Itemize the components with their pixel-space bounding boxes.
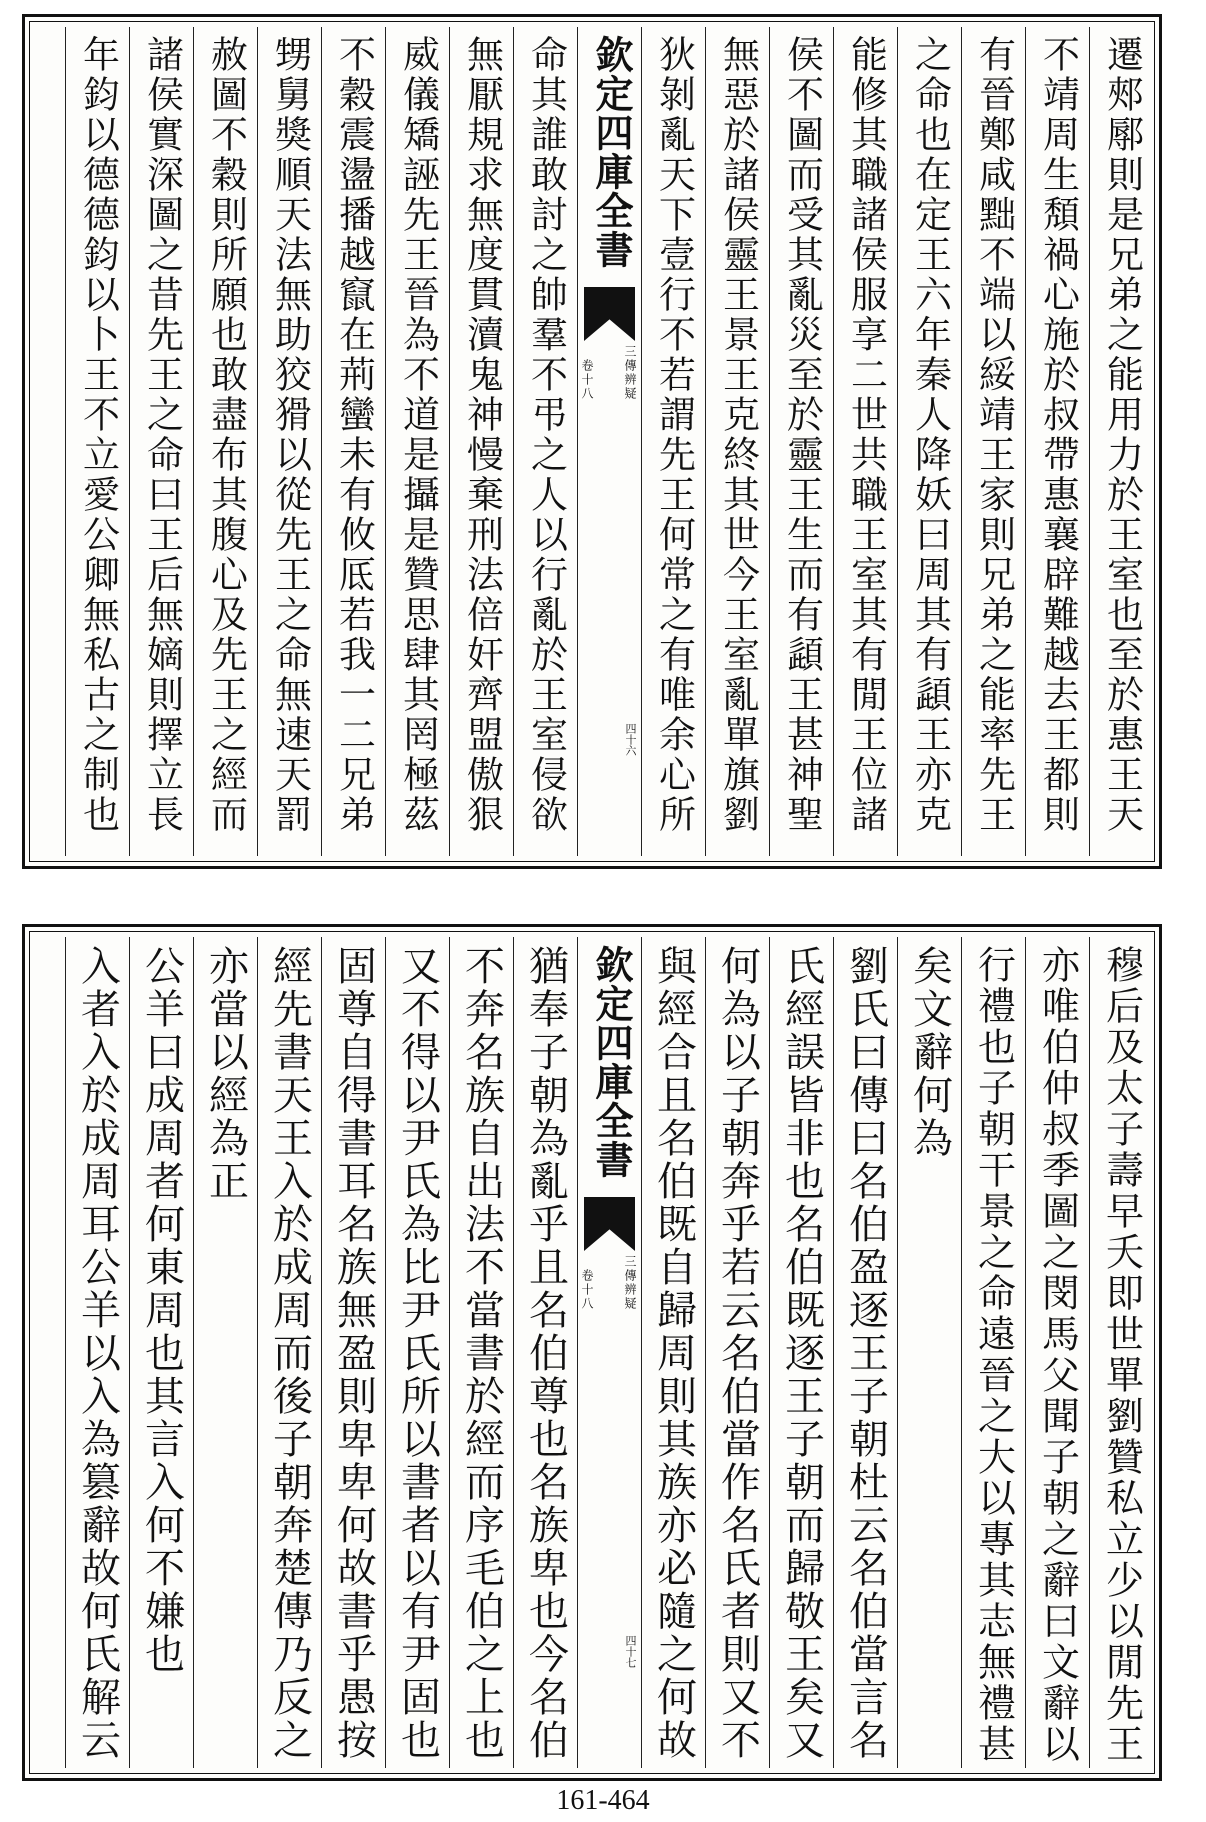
- page-top: [22, 14, 1162, 869]
- text-column: 能修其職諸侯服享二世共職王室其有閒王位諸: [833, 27, 897, 856]
- text-column: 穆后及太子壽早夭即世單劉贊私立少以閒先王: [1089, 937, 1153, 1768]
- text-column: 入者入於成周耳公羊以入為篡辭故何氏解云: [65, 937, 129, 1768]
- center-strip: [577, 27, 641, 856]
- book-title: 三傳辨疑: [623, 345, 637, 401]
- text-column: 劉氏曰傳曰名伯盈逐王子朝杜云名伯當言名: [833, 937, 897, 1768]
- text-column: 遷郟鄏則是兄弟之能用力於王室也至於惠王天: [1089, 27, 1153, 856]
- text-column: 命其誰敢討之帥羣不弔之人以行亂於王室侵欲: [513, 27, 577, 856]
- text-column: 與經合且名伯既自歸周則其族亦必隨之何故: [641, 937, 705, 1768]
- text-column: 甥舅獎順天法無助狡猾以從先王之命無速天罰: [257, 27, 321, 856]
- leaf-number: 四十六: [624, 723, 637, 756]
- text-column: 矣文辭何為: [897, 937, 961, 1768]
- text-column: 無惡於諸侯靈王景王克終其世今王室亂單旗劉: [705, 27, 769, 856]
- text-column: 又不得以尹氏為比尹氏所以書者以有尹固也: [385, 937, 449, 1768]
- text-column: 威儀矯誣先王晉為不道是攝是贊思肆其罔極茲: [385, 27, 449, 856]
- text-column: 無厭規求無度貫瀆鬼神慢棄刑法倍奸齊盟傲狠: [449, 27, 513, 856]
- text-column: 何為以子朝奔乎若云名伯當作名氏者則又不: [705, 937, 769, 1768]
- center-strip: [577, 937, 641, 1768]
- text-column: 亦唯伯仲叔季圖之閔馬父聞子朝之辭曰文辭以: [1025, 937, 1089, 1768]
- text-column: 固尊自得書耳名族無盈則卑卑何故書乎愚按: [321, 937, 385, 1768]
- book-title: 三傳辨疑: [623, 1255, 637, 1311]
- text-column: 不穀震盪播越竄在荊蠻未有攸厎若我一二兄弟: [321, 27, 385, 856]
- fishtail-mark-icon: [584, 1197, 635, 1251]
- fishtail-mark-icon: [584, 287, 635, 341]
- page-bottom: [22, 924, 1162, 1781]
- text-column: 之命也在定王六年秦人降妖曰周其有頿王亦克: [897, 27, 961, 856]
- page-reference-number: 161-464: [556, 1785, 650, 1816]
- text-column: 年鈞以德德鈞以卜王不立愛公卿無私古之制也: [65, 27, 129, 856]
- text-column: 狄剝亂天下壹行不若謂先王何常之有唯余心所: [641, 27, 705, 856]
- text-column: 不靖周生頽禍心施於叔帶惠襄辟難越去王都則: [1025, 27, 1089, 856]
- book-collection-title: 欽定四庫全書: [589, 945, 634, 1179]
- volume-label: 卷十八: [580, 1269, 594, 1311]
- text-column: 亦當以經為正: [193, 937, 257, 1768]
- text-column: 不奔名族自出法不當書於經而序毛伯之上也: [449, 937, 513, 1768]
- text-column: 氏經誤皆非也名伯既逐王子朝而歸敬王矣又: [769, 937, 833, 1768]
- text-column: 諸侯實深圖之昔先王之命曰王后無嫡則擇立長: [129, 27, 193, 856]
- text-column: 侯不圖而受其亂災至於靈王生而有頿王甚神聖: [769, 27, 833, 856]
- volume-label: 卷十八: [580, 359, 594, 401]
- text-column: 赦圖不穀則所願也敢盡布其腹心及先王之經而: [193, 27, 257, 856]
- text-column: 有晉鄭咸黜不端以綏靖王家則兄弟之能率先王: [961, 27, 1025, 856]
- text-column: 經先書天王入於成周而後子朝奔楚傳乃反之: [257, 937, 321, 1768]
- leaf-number: 四十七: [624, 1635, 637, 1668]
- text-column: 猶奉子朝為亂乎且名伯尊也名族卑也今名伯: [513, 937, 577, 1768]
- text-column: 公羊曰成周者何東周也其言入何不嫌也: [129, 937, 193, 1768]
- text-column: 行禮也子朝干景之命遠晉之大以專其志無禮甚: [961, 937, 1025, 1768]
- book-collection-title: 欽定四庫全書: [589, 35, 634, 269]
